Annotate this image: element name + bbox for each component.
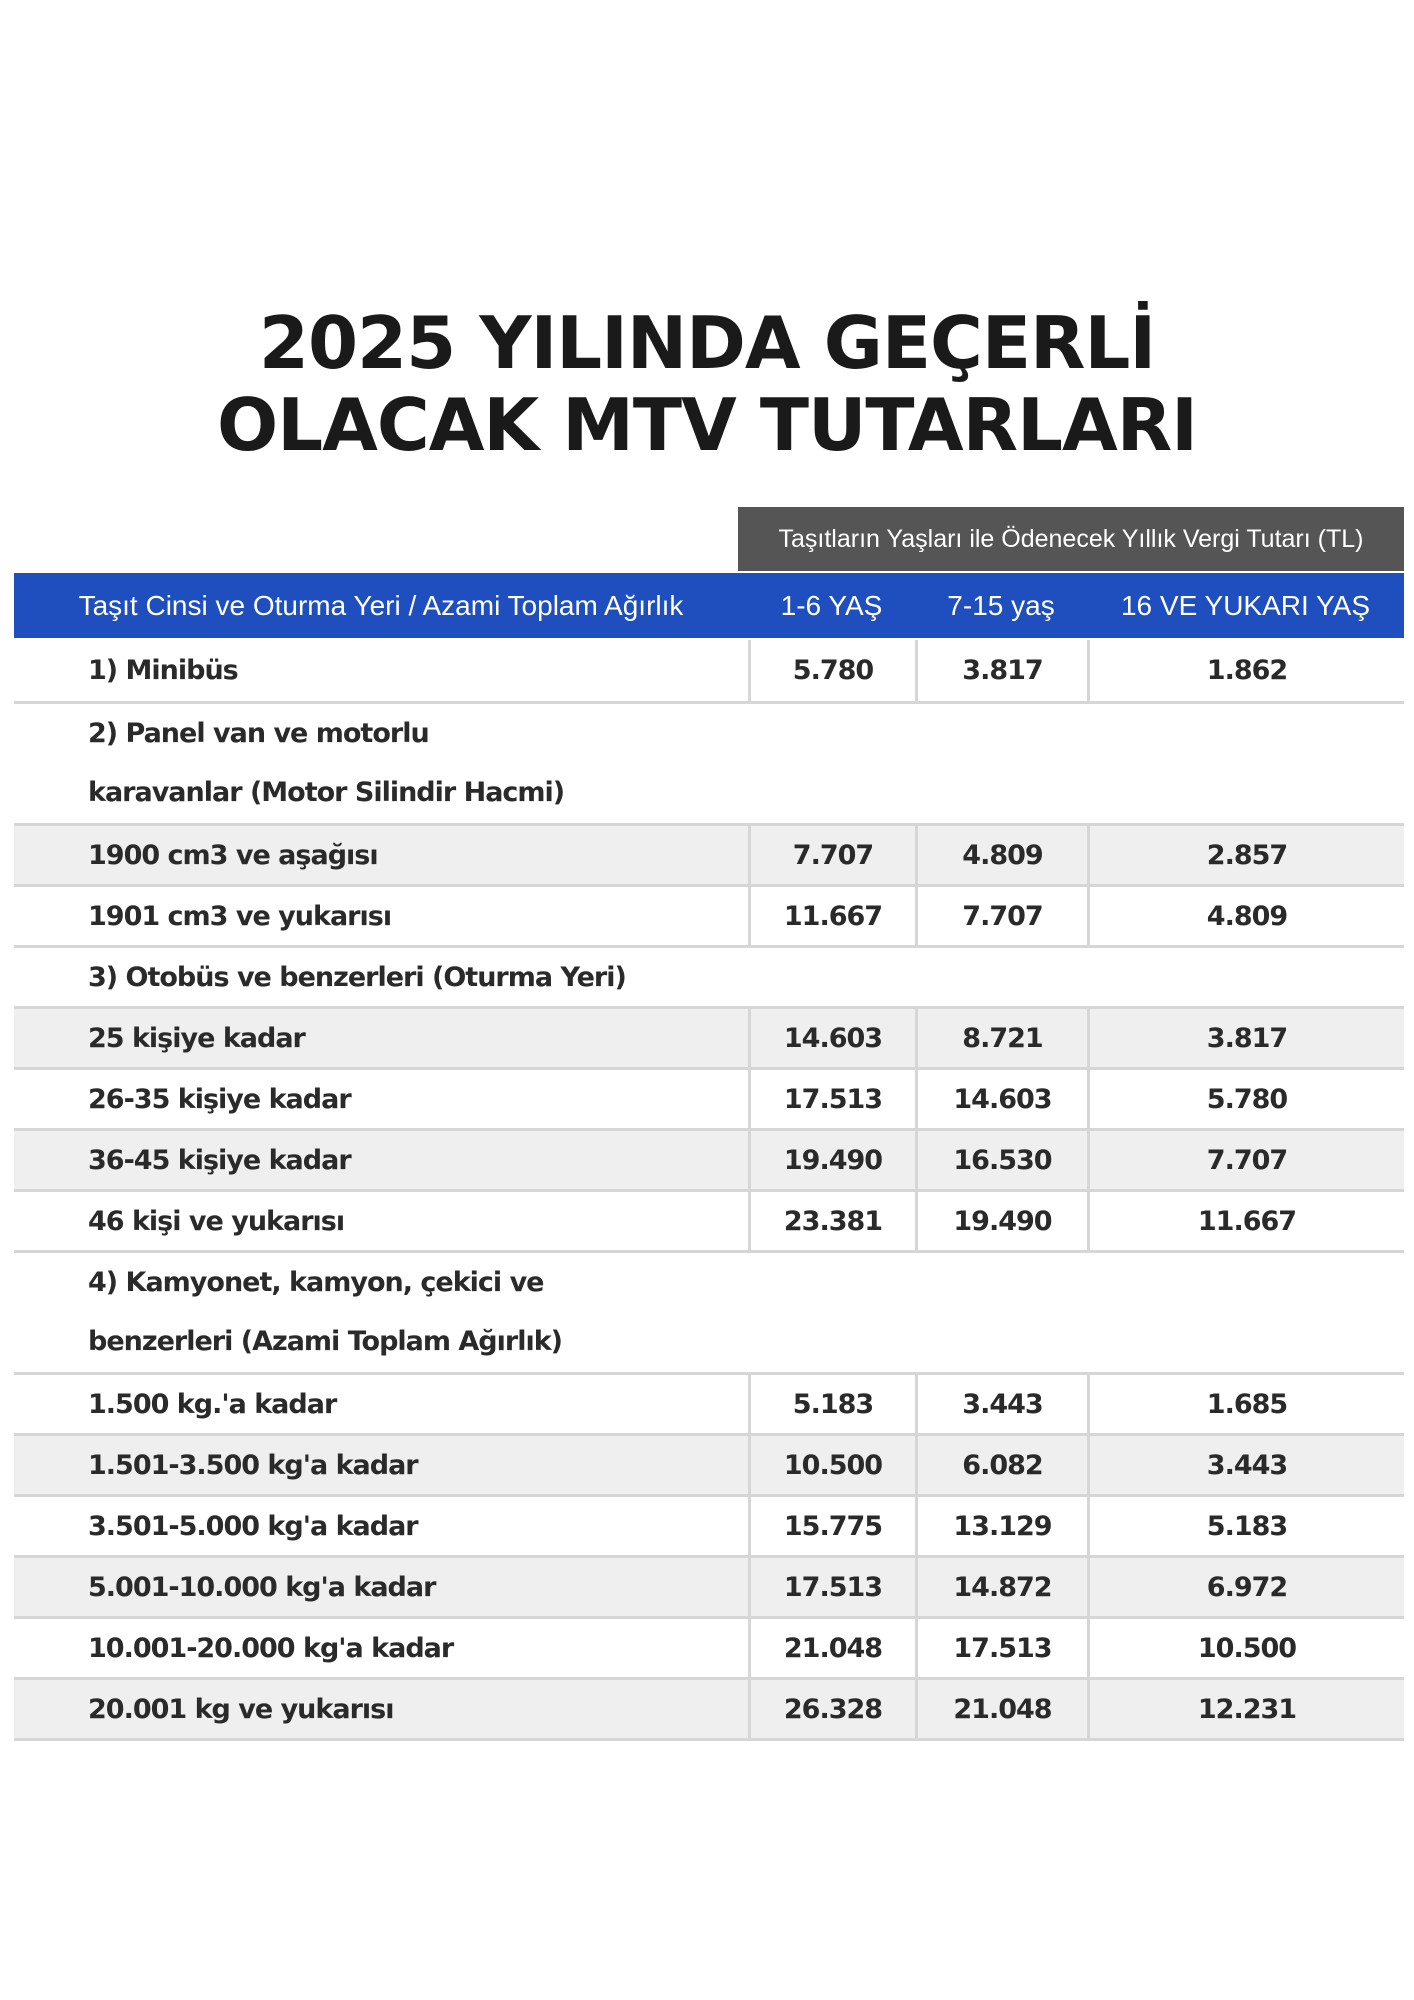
- cell-age-1-6: 7.707: [748, 826, 915, 884]
- row-label: 26-35 kişiye kadar: [88, 1083, 351, 1115]
- section-label: 3) Otobüs ve benzerleri (Oturma Yeri): [88, 961, 626, 993]
- table-row: [14, 823, 1404, 884]
- cell-age-7-15: 16.530: [915, 1131, 1087, 1189]
- tax-table: [14, 640, 1404, 1741]
- section-heading: [14, 945, 1404, 1006]
- table-row: [14, 1677, 1404, 1738]
- section-label: 4) Kamyonet, kamyon, çekici ve: [88, 1266, 544, 1298]
- table-row: [14, 1616, 1404, 1677]
- section-heading: [14, 1311, 1404, 1372]
- cell-age-16-plus: 3.443: [1087, 1436, 1404, 1494]
- cell-age-16-plus: 5.183: [1087, 1497, 1404, 1555]
- cell-age-7-15: 13.129: [915, 1497, 1087, 1555]
- cell-age-7-15: 21.048: [915, 1680, 1087, 1738]
- cell-age-1-6: 19.490: [748, 1131, 915, 1189]
- row-label: 1.500 kg.'a kadar: [88, 1388, 337, 1420]
- cell-age-16-plus: 4.809: [1087, 887, 1404, 945]
- table-row: [14, 884, 1404, 945]
- column-header-age-16-plus: 16 VE YUKARI YAŞ: [1120, 589, 1371, 621]
- cell-age-1-6: 21.048: [748, 1619, 915, 1677]
- table-row: [14, 1494, 1404, 1555]
- table-row: [14, 1555, 1404, 1616]
- row-label: 1901 cm3 ve yukarısı: [88, 900, 392, 932]
- column-header-age-1-6: 1-6 YAŞ: [780, 589, 883, 621]
- cell-age-16-plus: 11.667: [1087, 1192, 1404, 1250]
- age-group-header: Taşıtların Yaşları ile Ödenecek Yıllık Vergi Tutarı (TL): [738, 507, 1404, 571]
- cell-age-7-15: 19.490: [915, 1192, 1087, 1250]
- cell-age-7-15: 4.809: [915, 826, 1087, 884]
- cell-age-1-6: 5.780: [748, 640, 915, 701]
- cell-age-16-plus: 7.707: [1087, 1131, 1404, 1189]
- cell-age-1-6: 26.328: [748, 1680, 915, 1738]
- cell-age-1-6: 14.603: [748, 1009, 915, 1067]
- row-label: 3.501-5.000 kg'a kadar: [88, 1510, 418, 1542]
- cell-age-16-plus: 12.231: [1087, 1680, 1404, 1738]
- row-label: 1.501-3.500 kg'a kadar: [88, 1449, 418, 1481]
- section-label: karavanlar (Motor Silindir Hacmi): [88, 777, 565, 808]
- row-label: 5.001-10.000 kg'a kadar: [88, 1571, 436, 1603]
- cell-age-7-15: 3.817: [915, 640, 1087, 701]
- row-label: 36-45 kişiye kadar: [88, 1144, 351, 1176]
- table-row: [14, 1006, 1404, 1067]
- section-heading: [14, 1250, 1404, 1311]
- row-label: 46 kişi ve yukarısı: [88, 1205, 345, 1237]
- cell-age-1-6: 17.513: [748, 1558, 915, 1616]
- table-row: [14, 1433, 1404, 1494]
- cell-age-16-plus: 6.972: [1087, 1558, 1404, 1616]
- cell-age-7-15: 7.707: [915, 887, 1087, 945]
- column-header-age-7-15: 7-15 yaş: [947, 589, 1055, 621]
- column-header-row: [14, 573, 1404, 638]
- section-label: benzerleri (Azami Toplam Ağırlık): [88, 1326, 563, 1357]
- table-row: [14, 1372, 1404, 1433]
- title-line-1: 2025 YILINDA GEÇERLİ: [258, 301, 1156, 385]
- cell-age-7-15: 3.443: [915, 1375, 1087, 1433]
- table-row: [14, 1128, 1404, 1189]
- row-label: 1) Minibüs: [88, 655, 238, 686]
- cell-age-16-plus: 5.780: [1087, 1070, 1404, 1128]
- cell-age-1-6: 23.381: [748, 1192, 915, 1250]
- cell-age-7-15: 17.513: [915, 1619, 1087, 1677]
- cell-age-1-6: 17.513: [748, 1070, 915, 1128]
- page-title: [0, 302, 1414, 466]
- cell-age-1-6: 5.183: [748, 1375, 915, 1433]
- cell-age-1-6: 11.667: [748, 887, 915, 945]
- title-line-2: OLACAK MTV TUTARLARI: [217, 383, 1197, 467]
- cell-age-7-15: 14.603: [915, 1070, 1087, 1128]
- section-label: 2) Panel van ve motorlu: [88, 717, 429, 749]
- row-label: 25 kişiye kadar: [88, 1022, 305, 1054]
- table-row: [14, 640, 1404, 701]
- row-label: 10.001-20.000 kg'a kadar: [88, 1632, 454, 1664]
- cell-age-7-15: 6.082: [915, 1436, 1087, 1494]
- cell-age-16-plus: 3.817: [1087, 1009, 1404, 1067]
- table-row: [14, 1189, 1404, 1250]
- cell-age-16-plus: 2.857: [1087, 826, 1404, 884]
- cell-age-16-plus: 10.500: [1087, 1619, 1404, 1677]
- section-heading: [14, 701, 1404, 762]
- cell-age-1-6: 10.500: [748, 1436, 915, 1494]
- cell-age-1-6: 15.775: [748, 1497, 915, 1555]
- cell-age-7-15: 8.721: [915, 1009, 1087, 1067]
- table-row: [14, 1067, 1404, 1128]
- cell-age-16-plus: 1.685: [1087, 1375, 1404, 1433]
- row-label: 1900 cm3 ve aşağısı: [88, 839, 378, 871]
- cell-age-7-15: 14.872: [915, 1558, 1087, 1616]
- section-heading: [14, 762, 1404, 823]
- cell-age-16-plus: 1.862: [1087, 640, 1404, 701]
- row-label: 20.001 kg ve yukarısı: [88, 1693, 394, 1725]
- column-header-vehicle: Taşıt Cinsi ve Oturma Yeri / Azami Toplam Ağırlık: [78, 589, 684, 621]
